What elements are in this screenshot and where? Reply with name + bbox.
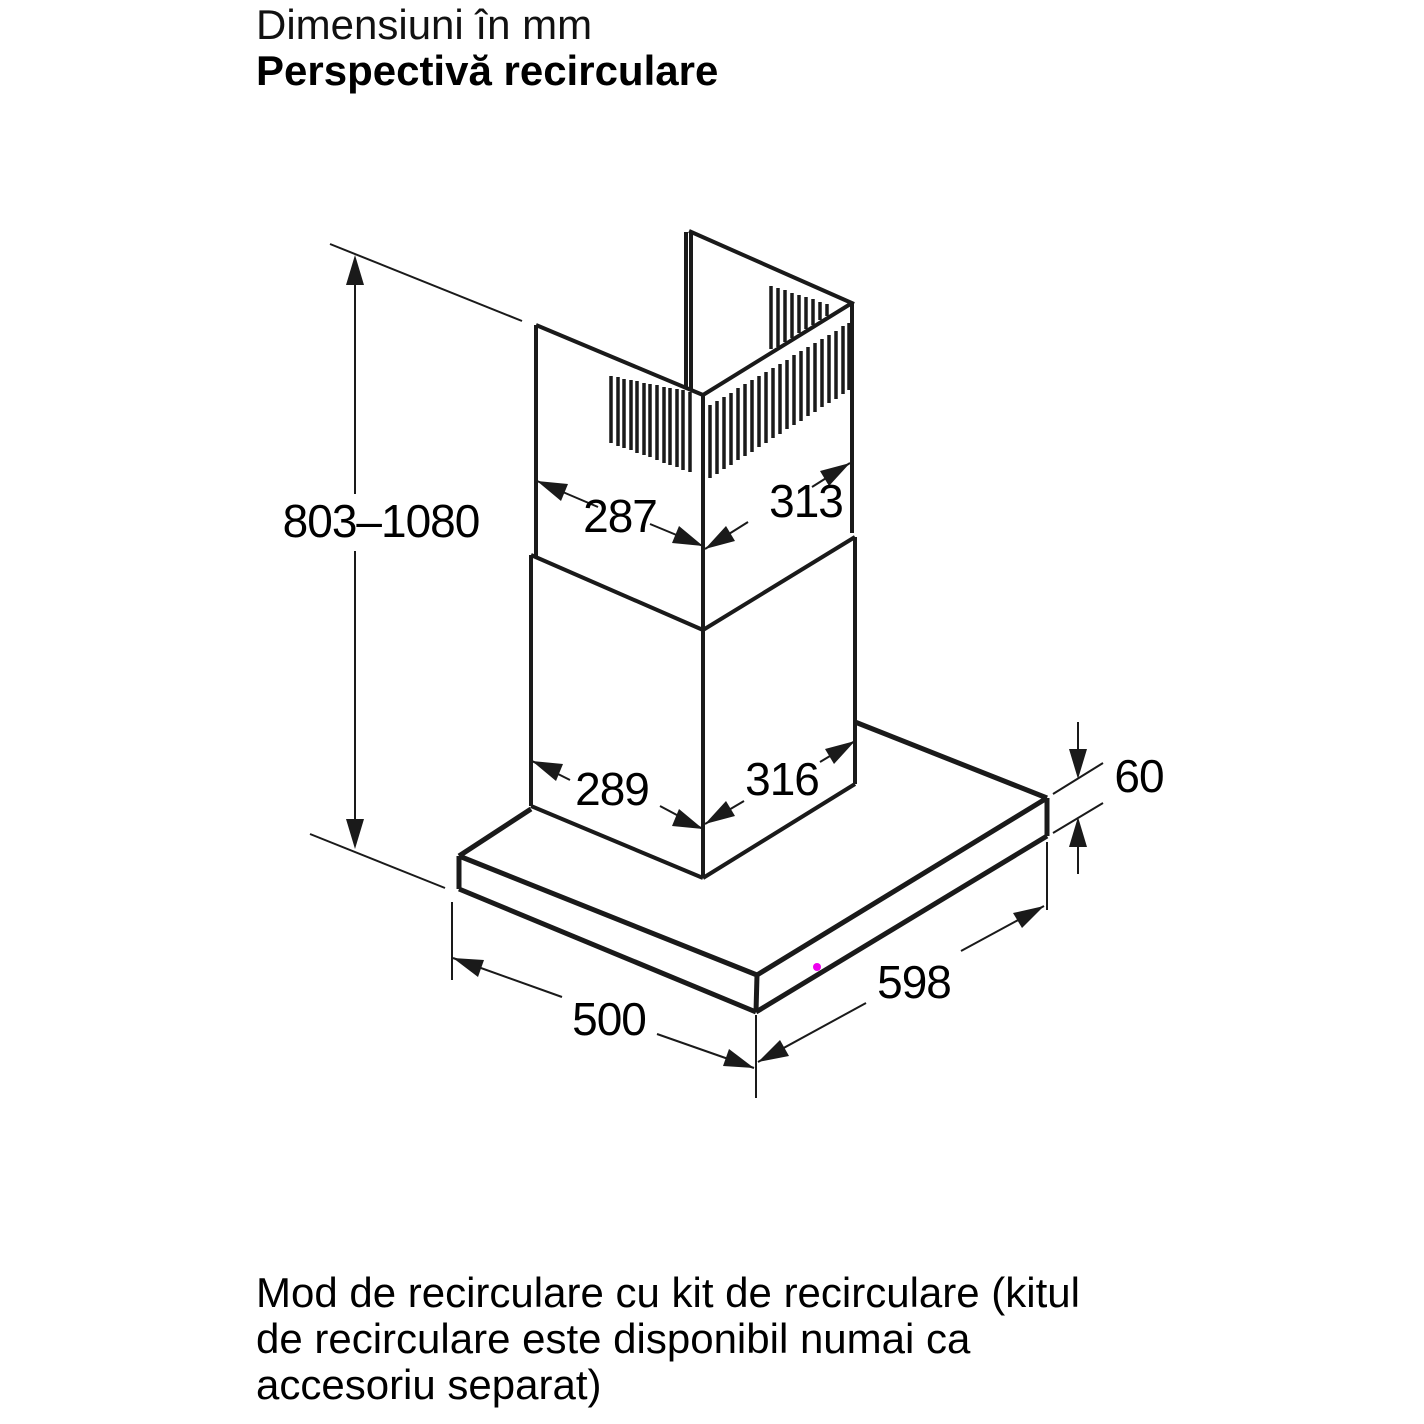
dimension-lines [310, 244, 1103, 1098]
vent-slots-left-face [611, 376, 690, 472]
title-block [256, 2, 718, 94]
caption-line: de recirculare este disponibil numai ca [256, 1315, 971, 1362]
caption-line: Mod de recirculare cu kit de recirculare (kitul [256, 1269, 1080, 1316]
dim-upper-depth: 313 [769, 475, 843, 527]
dim-base-width: 598 [877, 956, 951, 1008]
dim-lower-depth: 316 [745, 753, 819, 805]
dim-height-range: 803–1080 [282, 495, 480, 547]
magenta-marker-dot [813, 963, 821, 971]
vent-slots-inner-back [771, 286, 827, 349]
dim-upper-width: 287 [583, 490, 657, 542]
caption-line: accesoriu separat) [256, 1361, 602, 1408]
units-note: Dimensiuni în mm [256, 1, 593, 48]
dim-base-depth: 500 [572, 993, 646, 1045]
dim-base-height: 60 [1114, 750, 1164, 802]
dim-lower-width: 289 [575, 763, 649, 815]
view-title: Perspectivă recirculare [256, 47, 719, 94]
caption [256, 1270, 1080, 1408]
